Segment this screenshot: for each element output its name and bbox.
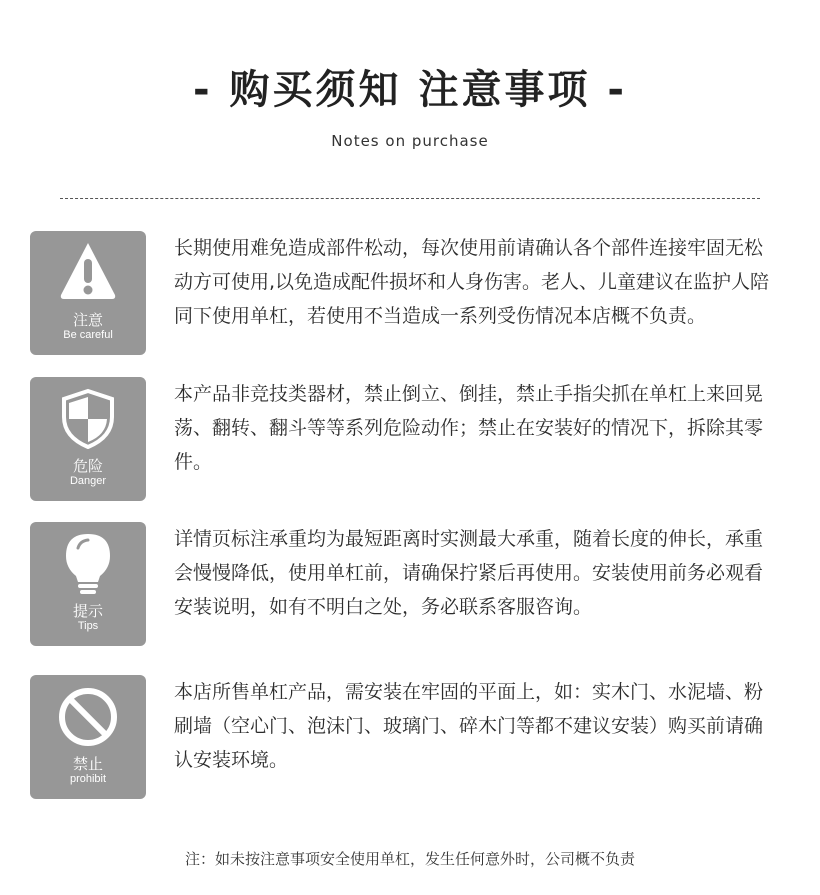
disclaimer-footnote: 注：如未按注意事项安全使用单杠，发生任何意外时，公司概不负责 (184, 850, 635, 868)
lightbulb-icon (58, 530, 118, 596)
prohibit-text: 本店所售单杠产品，需安装在牢固的平面上，如：实木门、水泥墙、粉刷墙（空心门、泡沫门、玻璃门、碎木门等都不建议安装）购买前请确认安装环境。 (174, 681, 764, 771)
tips-text: 详情页标注承重均为最短距离时实测最大承重，随着长度的伸长，承重会慢慢降低，使用单杠前，请确保拧紧后再使用。安装使用前务必观看安装说明，如有不明白之处，务必联系客服咨询。 (174, 528, 764, 618)
careful-badge (30, 231, 146, 355)
prohibit-icon (58, 683, 118, 747)
notice-item-prohibit (30, 675, 790, 799)
prohibit-label-en: prohibit (69, 773, 107, 785)
tips-label-cn: 提示 (72, 602, 103, 620)
notice-item-tips (30, 522, 790, 646)
prohibit-label-cn: 禁止 (72, 755, 103, 773)
prohibit-badge (30, 675, 146, 799)
dashed-divider (60, 198, 760, 199)
careful-label-cn: 注意 (72, 311, 103, 329)
notice-item-danger (30, 377, 790, 501)
careful-label-en: Be careful (63, 329, 113, 341)
notice-item-careful (30, 231, 790, 355)
tips-label-en: Tips (77, 620, 99, 632)
page-subtitle: Notes on purchase (331, 132, 489, 150)
danger-label-cn: 危险 (72, 457, 103, 475)
page-title: - 购买须知 注意事项 - (193, 67, 627, 113)
danger-label-en: Danger (69, 475, 107, 487)
careful-text: 长期使用难免造成部件松动，每次使用前请确认各个部件连接牢固无松动方可使用,以免造成配件损坏和人身伤害。老人、儿童建议在监护人陪同下使用单杠，若使用不当造成一系列受伤情况本店概不负责。 (174, 237, 770, 327)
danger-text: 本产品非竞技类器材，禁止倒立、倒挂，禁止手指尖抓在单杠上来回晃荡、翻转、翻斗等等系列危险动作；禁止在安装好的情况下，拆除其零件。 (174, 383, 764, 473)
shield-icon (58, 385, 118, 449)
danger-badge (30, 377, 146, 501)
tips-badge (30, 522, 146, 646)
warning-triangle-icon (58, 239, 118, 303)
